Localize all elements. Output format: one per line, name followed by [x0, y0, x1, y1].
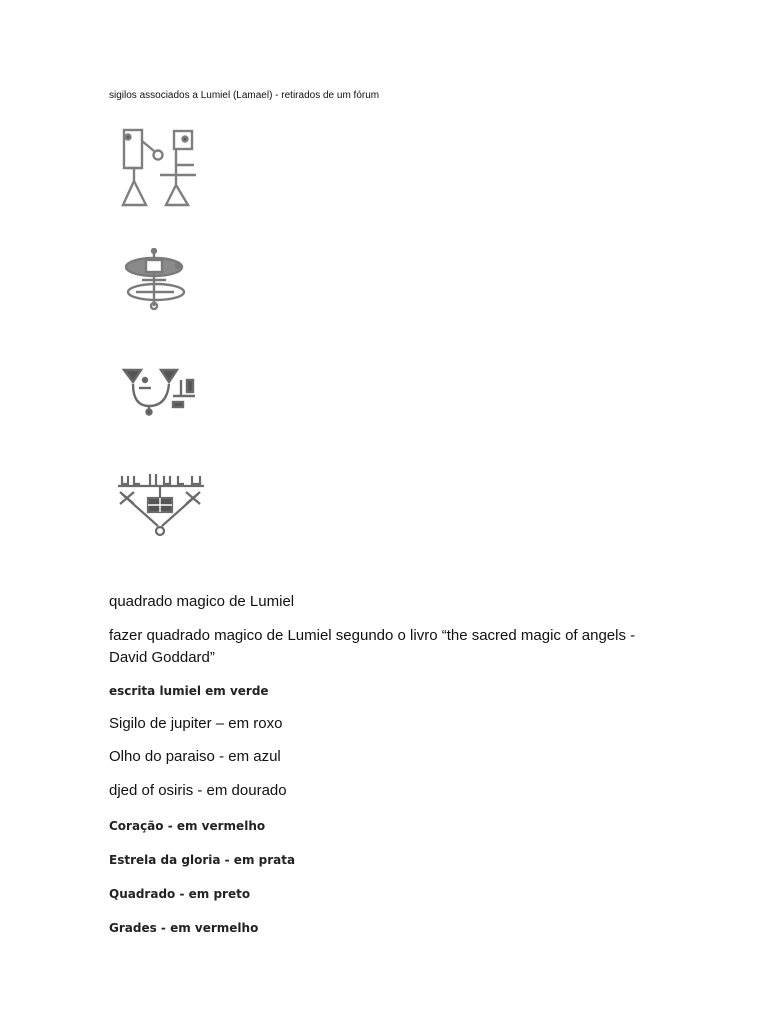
sigil-image-1 — [118, 125, 200, 210]
text-line-3: escrita lumiel em verde — [109, 684, 269, 698]
text-line-6: djed of osiris - em dourado — [109, 782, 287, 799]
sigil-image-3 — [121, 366, 199, 416]
sigil-image-4 — [112, 470, 208, 538]
text-line-4: Sigilo de jupiter – em roxo — [109, 715, 283, 732]
text-line-5: Olho do paraiso - em azul — [109, 748, 281, 765]
document-caption: sigilos associados a Lumiel (Lamael) - retirados de um fórum — [109, 90, 380, 101]
text-line-1: quadrado magico de Lumiel — [109, 593, 295, 610]
text-line-7: Coração - em vermelho — [109, 819, 266, 833]
sigil-image-2 — [122, 248, 194, 312]
text-line-9: Quadrado - em preto — [109, 887, 251, 901]
text-line-8: Estrela da gloria - em prata — [109, 853, 296, 867]
text-line-10: Grades - em vermelho — [109, 921, 259, 935]
text-line-2: fazer quadrado magico de Lumiel segundo o livro “the sacred magic of angels - David Goddard” — [109, 627, 636, 666]
